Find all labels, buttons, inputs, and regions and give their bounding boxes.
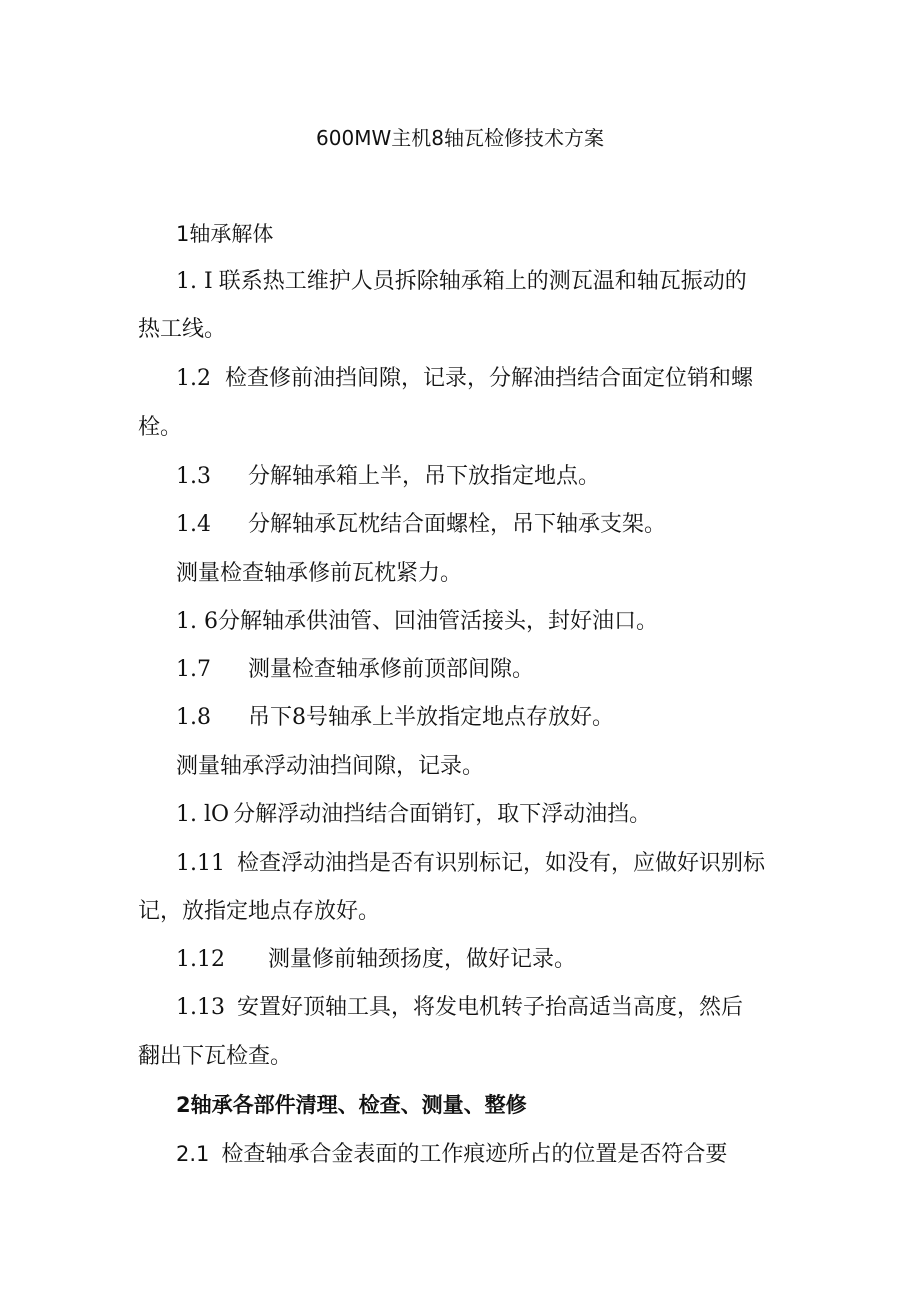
- item-number: 1.7: [176, 657, 211, 682]
- item-1-6: [176, 607, 658, 637]
- item-text: 分解轴承供油管、回油管活接头，封好油口。: [217, 609, 658, 634]
- item-1-2-line1: [176, 364, 753, 394]
- item-text: 分解轴承箱上半，吊下放指定地点。: [248, 464, 601, 489]
- item-text: 检查浮动油挡是否有识别标记，如没有，应做好识别标: [236, 851, 765, 876]
- item-2-1: [176, 1139, 727, 1170]
- document-title: 600MW主机8轴瓦检修技术方案: [316, 126, 604, 150]
- item-number: 1.13: [176, 995, 225, 1020]
- item-number: 1.12: [176, 947, 225, 972]
- item-1-1-line1: [176, 267, 747, 297]
- item-text: 联系热工维护人员拆除轴承箱上的测瓦温和轴瓦振动的: [218, 269, 747, 294]
- item-1-11-line1: [176, 849, 765, 879]
- item-number: 1.11: [176, 851, 225, 876]
- item-number: 1. lO: [176, 802, 230, 827]
- item-text: 检查轴承合金表面的工作痕迹所占的位置是否符合要: [221, 1142, 728, 1167]
- item-text: 测量检查轴承修前顶部间隙。: [248, 657, 535, 682]
- item-1-7: [176, 655, 534, 685]
- item-text: 测量修前轴颈扬度，做好记录。: [268, 947, 577, 972]
- item-1-9: 测量轴承浮动油挡间隙，记录。: [176, 754, 485, 779]
- item-text: 分解浮动油挡结合面销钉，取下浮动油挡。: [233, 802, 652, 827]
- item-1-4: [176, 510, 666, 540]
- item-1-5: 测量检查轴承修前瓦枕紧力。: [176, 561, 463, 586]
- item-1-10: [176, 800, 651, 830]
- item-1-13-line2: 翻出下瓦检查。: [138, 1044, 293, 1069]
- item-1-1-line2: 热工线。: [138, 317, 227, 342]
- section-2-heading: 2轴承各部件清理、检查、测量、整修: [176, 1093, 527, 1117]
- item-1-11-line2: 记，放指定地点存放好。: [138, 899, 381, 924]
- item-1-13-line1: [176, 993, 743, 1023]
- item-number: 1. 6: [176, 609, 218, 634]
- item-number: 1.3: [176, 464, 211, 489]
- item-1-8: [176, 703, 614, 733]
- item-1-3: [176, 462, 600, 492]
- item-number: 2.1: [176, 1142, 210, 1166]
- item-text: 安置好顶轴工具，将发电机转子抬高适当高度，然后: [236, 995, 743, 1020]
- item-1-2-line2: 栓。: [138, 415, 183, 440]
- item-1-12: [176, 945, 576, 975]
- item-number: 1.2: [176, 366, 211, 391]
- item-number: 1.8: [176, 705, 211, 730]
- item-text: 吊下8号轴承上半放指定地点存放好。: [248, 705, 614, 730]
- item-number: 1.4: [176, 512, 211, 537]
- item-number: 1. I: [176, 269, 213, 294]
- item-text: 分解轴承瓦枕结合面螺栓，吊下轴承支架。: [248, 512, 667, 537]
- section-1-heading: 1轴承解体: [176, 222, 274, 246]
- item-text: 检查修前油挡间隙，记录，分解油挡结合面定位销和螺: [225, 366, 754, 391]
